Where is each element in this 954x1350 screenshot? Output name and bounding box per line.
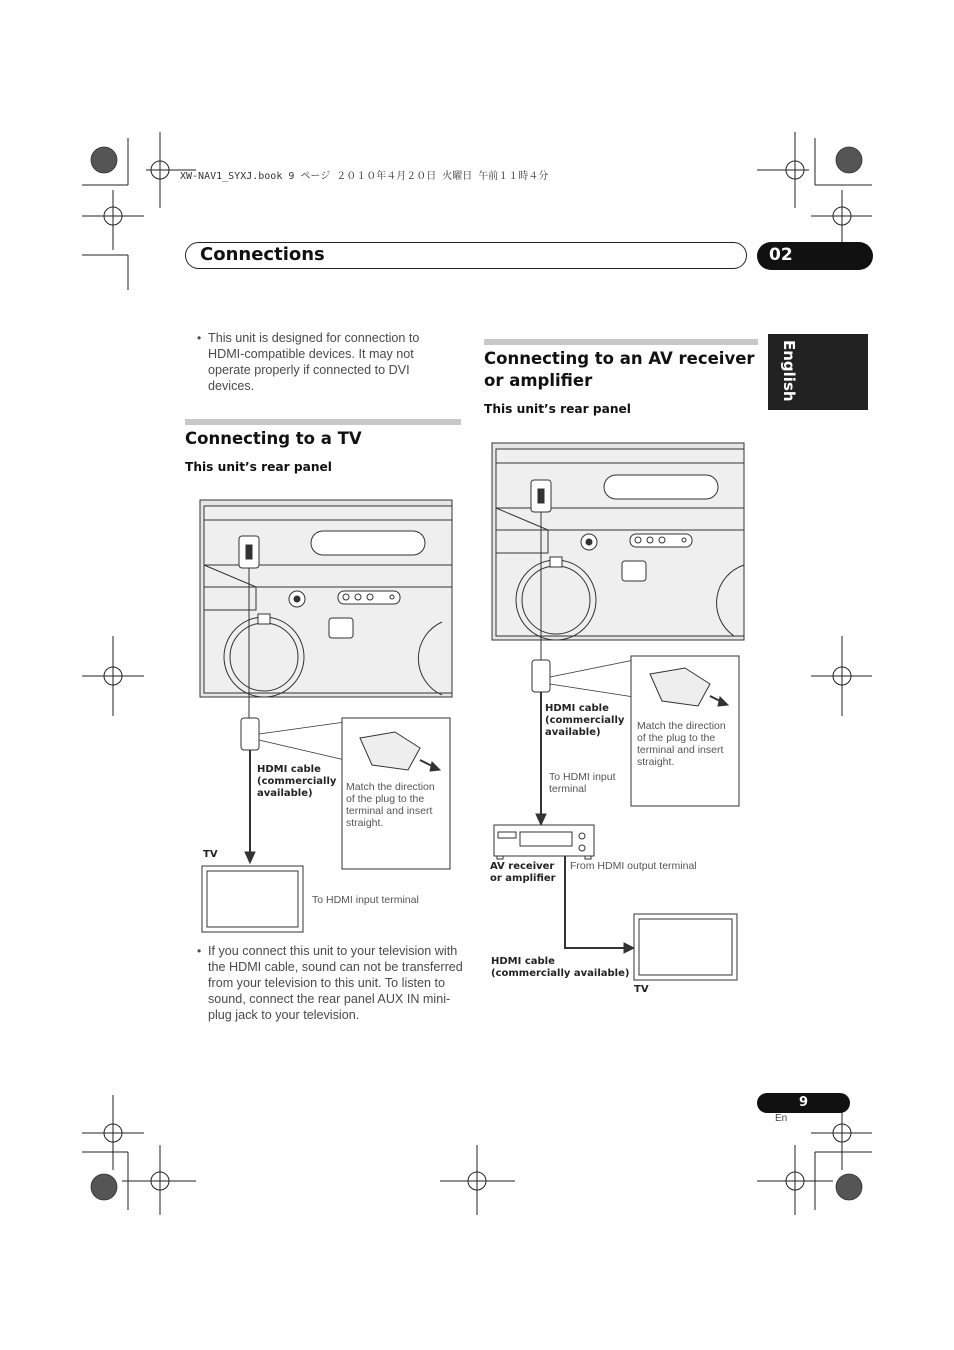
bullet-icon: • xyxy=(197,944,202,958)
page-number: 9 xyxy=(757,1093,850,1113)
footer-bullet-text: If you connect this unit to your television with the HDMI cable, sound can not be transferred from your television to this unit. To listen to sound, connect the rear panel AUX IN mini-plug jack to your television. xyxy=(208,944,463,1022)
cable-label-right: HDMI cable (commercially available) xyxy=(545,703,625,738)
cable-label-left: HDMI cable (commercially available) xyxy=(257,764,337,799)
direction-note-left: Match the direction of the plug to the terminal and insert straight. xyxy=(346,781,435,829)
receiver-label: AV receiver or amplifier xyxy=(490,861,556,884)
note-bullet-text: This unit is designed for connection to HDMI-compatible devices. It may not operate properly if connected to DVI devices. xyxy=(208,331,420,393)
input-label-left: To HDMI input terminal xyxy=(312,894,419,906)
cable-label-right-2: HDMI cable (commercially available) xyxy=(491,956,630,979)
input-label-right: To HDMI input terminal xyxy=(549,771,616,795)
output-label: From HDMI output terminal xyxy=(570,860,697,872)
tv-label-left: TV xyxy=(203,849,218,860)
language-tab-label: English xyxy=(780,340,798,402)
tv-icon xyxy=(634,914,737,980)
chapter-number: 02 xyxy=(757,242,873,270)
subheading-rear-panel-left: This unit’s rear panel xyxy=(185,460,332,474)
section-title: Connections xyxy=(200,244,325,265)
rear-panel-right xyxy=(492,443,744,640)
av-receiver-icon xyxy=(494,825,594,859)
print-job-line: XW-NAV1_SYXJ.book 9 ページ ２０１０年４月２０日 火曜日 午前１１時４分 xyxy=(180,171,549,182)
tv-label-right: TV xyxy=(634,984,649,995)
heading-connecting-tv: Connecting to a TV xyxy=(185,429,362,448)
subheading-rear-panel-right: This unit’s rear panel xyxy=(484,402,631,416)
bullet-icon: • xyxy=(197,331,202,345)
page-language: En xyxy=(775,1113,788,1124)
direction-note-right: Match the direction of the plug to the terminal and insert straight. xyxy=(637,720,726,768)
heading-connecting-av: Connecting to an AV receiver or amplifier xyxy=(484,349,755,390)
